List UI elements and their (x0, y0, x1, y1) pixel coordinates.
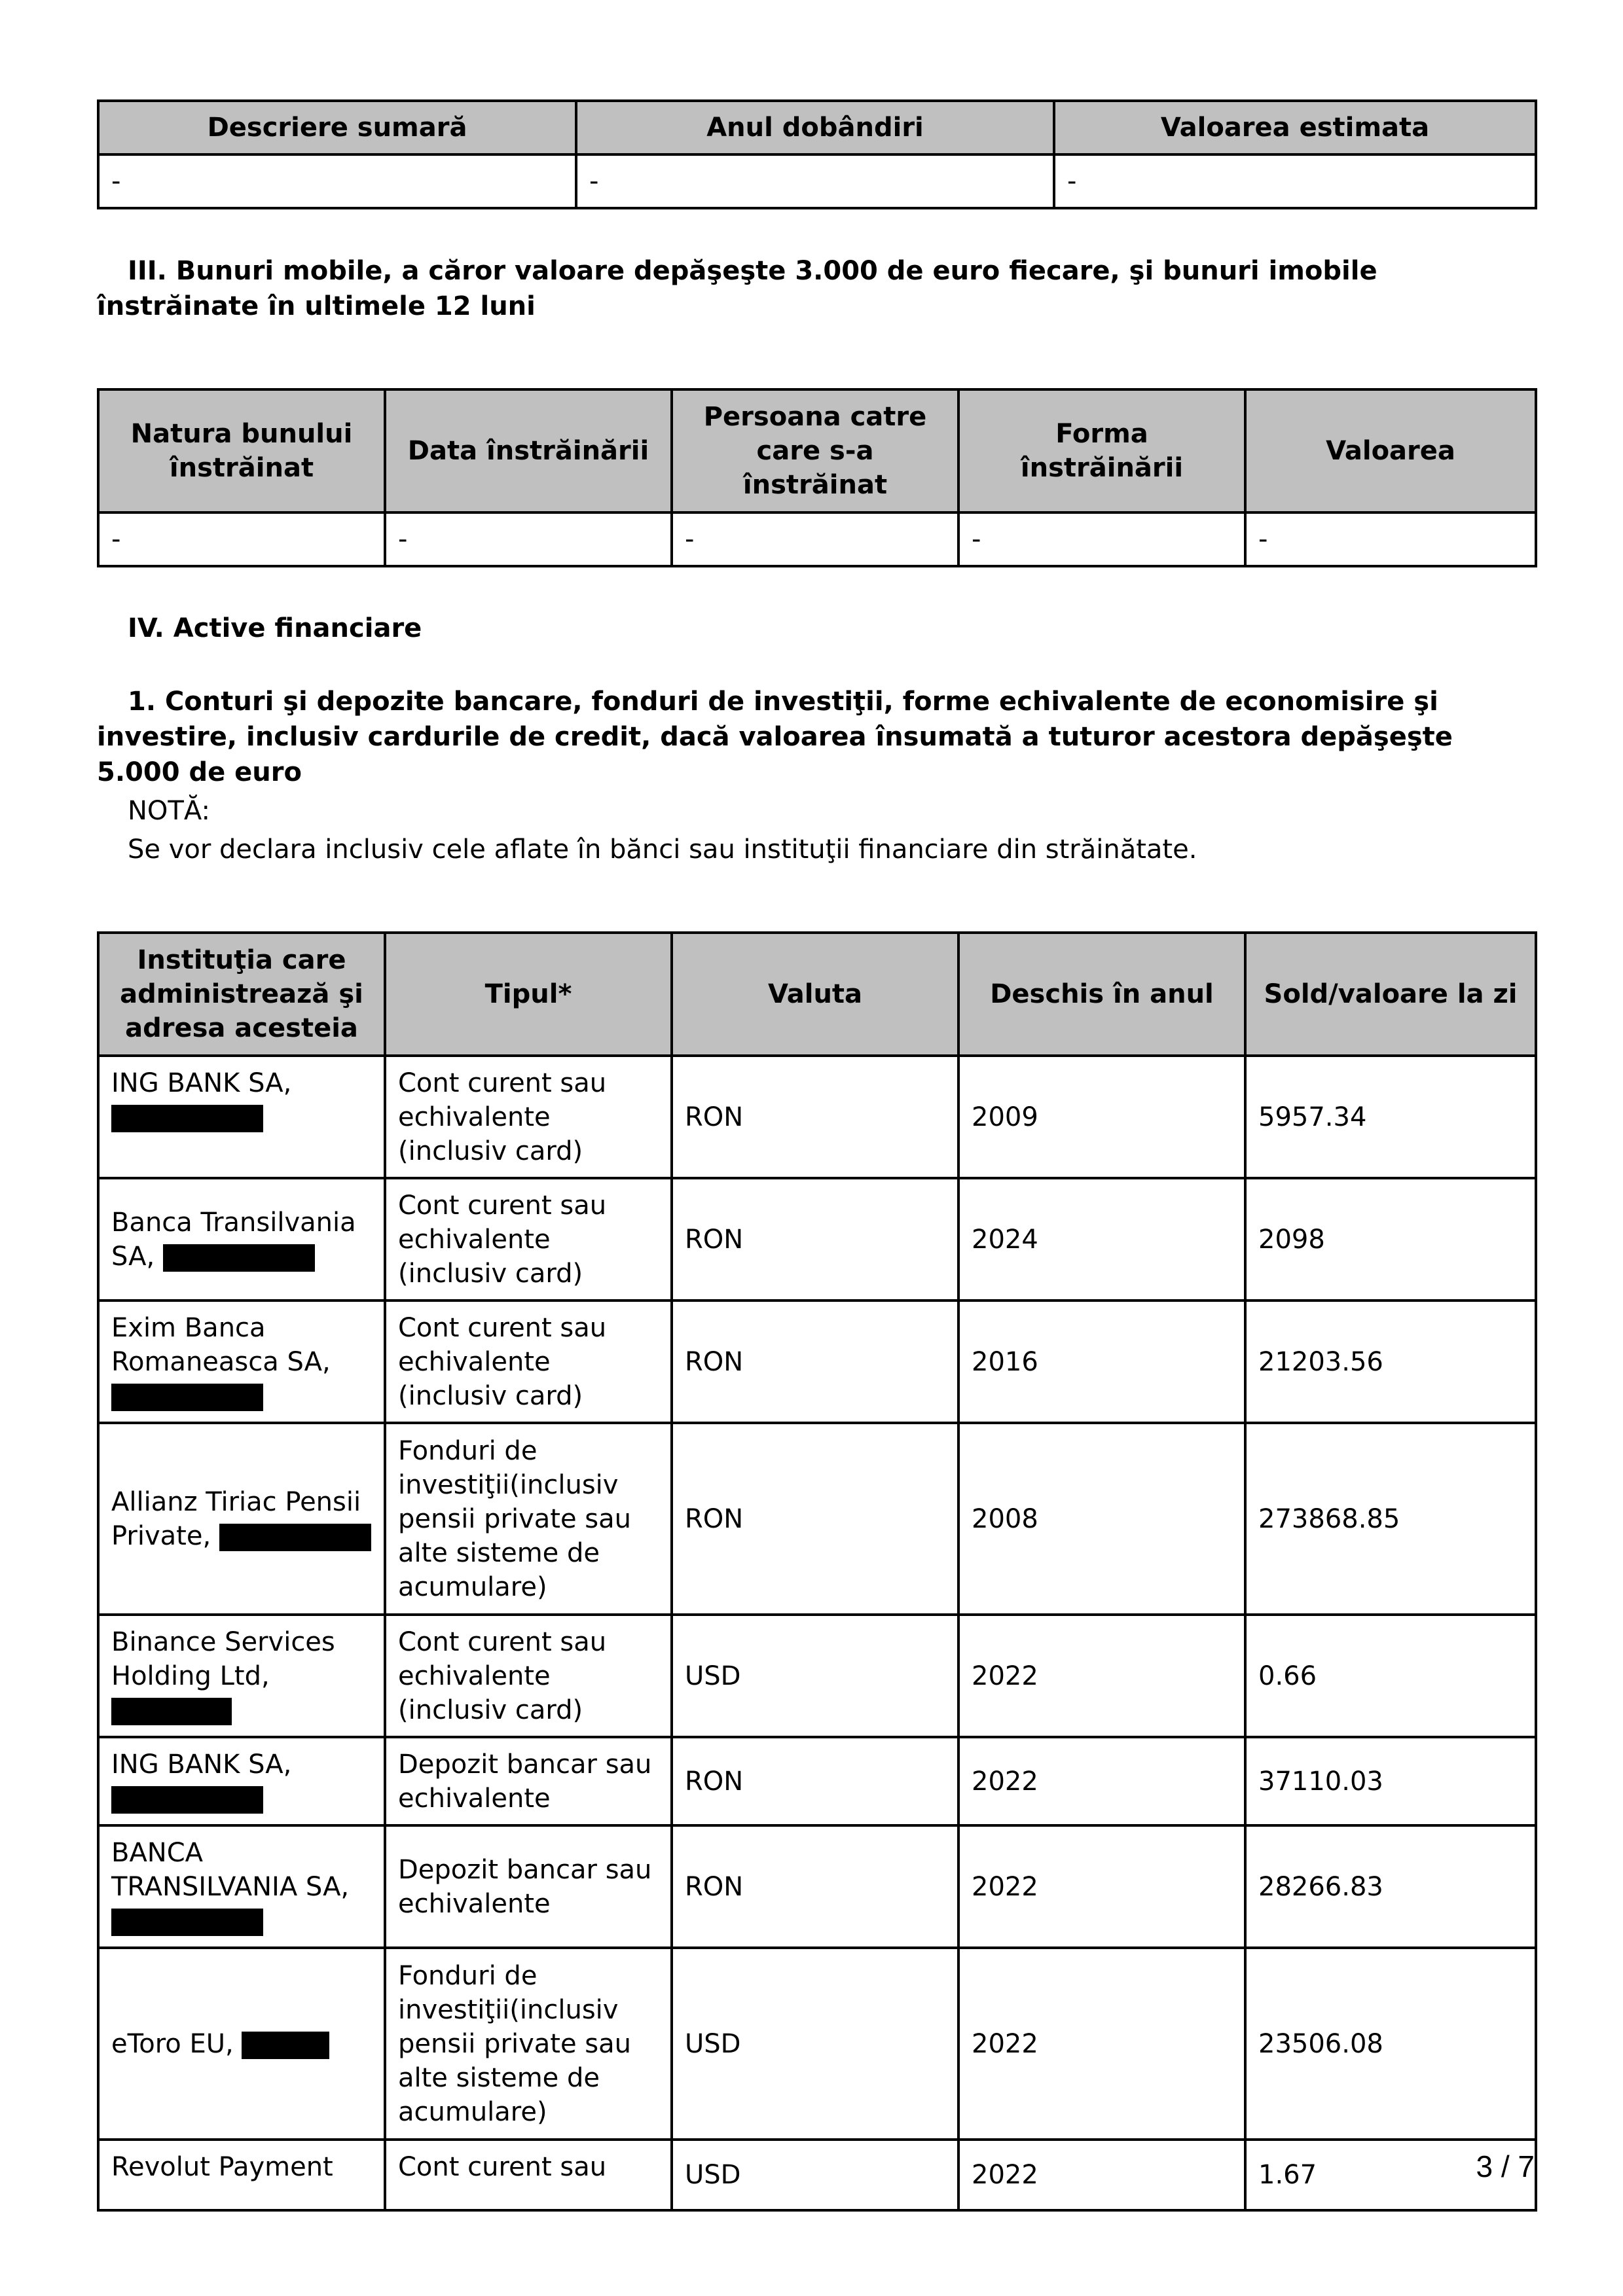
institution-cell (98, 1423, 385, 1615)
institution-cell (98, 1825, 385, 1948)
column-header: Deschis în anul (958, 933, 1245, 1056)
table-row (98, 1948, 1536, 2140)
table-row (98, 1737, 1536, 1825)
currency-cell: RON (672, 1737, 958, 1825)
column-header: Descriere sumară (98, 101, 576, 154)
page-number: 3 / 7 (1476, 2149, 1535, 2183)
redaction-block (219, 1524, 371, 1551)
type-cell: Depozit bancar sau echivalente (385, 1825, 672, 1948)
table-cell: - (98, 154, 576, 208)
accounts-table (97, 931, 1537, 2212)
balance-cell: 28266.83 (1245, 1825, 1536, 1948)
institution-name: Binance Services Holding Ltd, (111, 1626, 335, 1691)
redaction-block (111, 1786, 263, 1814)
column-header: Tipul* (385, 933, 672, 1056)
year-cell: 2022 (958, 1825, 1245, 1948)
balance-cell: 273868.85 (1245, 1423, 1536, 1615)
currency-cell: RON (672, 1300, 958, 1423)
institution-cell (98, 1948, 385, 2140)
redaction-block (111, 1384, 263, 1411)
balance-cell: 5957.34 (1245, 1056, 1536, 1178)
column-header: Instituţia care administrează şi adresa acesteia (98, 933, 385, 1056)
currency-cell: RON (672, 1825, 958, 1948)
note-label: NOTĂ: (128, 796, 210, 826)
currency-cell: RON (672, 1178, 958, 1300)
institution-name: Exim Banca Romaneasca SA, (111, 1312, 331, 1377)
alienated-goods-table (97, 388, 1537, 567)
type-cell: Cont curent sau echivalente (inclusiv card) (385, 1178, 672, 1300)
acquired-goods-table (97, 99, 1537, 209)
currency-cell: USD (672, 1948, 958, 2140)
year-cell: 2009 (958, 1056, 1245, 1178)
type-cell: Depozit bancar sau echivalente (385, 1737, 672, 1825)
table-row (98, 1300, 1536, 1423)
institution-cell: Revolut Payment (98, 2140, 385, 2210)
currency-cell: RON (672, 1423, 958, 1615)
year-cell: 2022 (958, 2140, 1245, 2210)
table-row (98, 1615, 1536, 1737)
table-cell: - (385, 512, 672, 566)
year-cell: 2022 (958, 1615, 1245, 1737)
table-cell: - (1054, 154, 1536, 208)
column-header: Sold/valoare la zi (1245, 933, 1536, 1056)
table-row (98, 2140, 1536, 2210)
section-iv-heading: IV. Active financiare (128, 613, 422, 643)
redaction-block (111, 1105, 263, 1132)
year-cell: 2024 (958, 1178, 1245, 1300)
balance-cell: 0.66 (1245, 1615, 1536, 1737)
balance-cell: 1.67 (1245, 2140, 1536, 2210)
note-text: Se vor declara inclusiv cele aflate în bănci sau instituţii financiare din străinătate. (128, 834, 1197, 865)
institution-cell (98, 1056, 385, 1178)
institution-cell (98, 1615, 385, 1737)
type-cell: Cont curent sau echivalente (inclusiv card) (385, 1615, 672, 1737)
column-header: Persoana catre care s-a înstrăinat (672, 389, 958, 512)
year-cell: 2016 (958, 1300, 1245, 1423)
balance-cell: 21203.56 (1245, 1300, 1536, 1423)
year-cell: 2022 (958, 1737, 1245, 1825)
institution-cell (98, 1178, 385, 1300)
institution-name: ING BANK SA, (111, 1068, 292, 1098)
institution-name: eToro EU, (111, 2028, 234, 2059)
column-header: Valoarea (1245, 389, 1536, 512)
column-header: Natura bunului înstrăinat (98, 389, 385, 512)
institution-name: Allianz Tiriac Pensii Private, (111, 1486, 361, 1551)
table-row (98, 1825, 1536, 1948)
table-row (98, 1423, 1536, 1615)
column-header: Anul dobândiri (576, 101, 1054, 154)
table-cell: - (1245, 512, 1536, 566)
column-header: Forma înstrăinării (958, 389, 1245, 512)
balance-cell: 37110.03 (1245, 1737, 1536, 1825)
table-row (98, 512, 1536, 566)
institution-cell (98, 1737, 385, 1825)
balance-cell: 23506.08 (1245, 1948, 1536, 2140)
currency-cell: USD (672, 2140, 958, 2210)
redaction-block (242, 2032, 329, 2059)
table-cell: - (98, 512, 385, 566)
table-row (98, 1178, 1536, 1300)
year-cell: 2008 (958, 1423, 1245, 1615)
year-cell: 2022 (958, 1948, 1245, 2140)
table-cell: - (672, 512, 958, 566)
type-cell: Cont curent sau (385, 2140, 672, 2210)
type-cell: Fonduri de investiţii(inclusiv pensii private sau alte sisteme de acumulare) (385, 1423, 672, 1615)
column-header: Data înstrăinării (385, 389, 672, 512)
currency-cell: USD (672, 1615, 958, 1737)
type-cell: Fonduri de investiţii(inclusiv pensii private sau alte sisteme de acumulare) (385, 1948, 672, 2140)
redaction-block (111, 1909, 263, 1936)
table-row (98, 154, 1536, 208)
type-cell: Cont curent sau echivalente (inclusiv card) (385, 1300, 672, 1423)
table-cell: - (576, 154, 1054, 208)
institution-name: ING BANK SA, (111, 1749, 292, 1780)
section-iii-heading: III. Bunuri mobile, a căror valoare depăşeşte 3.000 de euro fiecare, şi bunuri imobile înstrăinate în ultimele 12 luni (97, 256, 1377, 321)
redaction-block (163, 1244, 315, 1272)
institution-cell (98, 1300, 385, 1423)
table-cell: - (958, 512, 1245, 566)
table-row (98, 1056, 1536, 1178)
institution-name: Banca Transilvania SA, (111, 1207, 356, 1272)
type-cell: Cont curent sau echivalente (inclusiv card) (385, 1056, 672, 1178)
section-iv-subheading: 1. Conturi şi depozite bancare, fonduri de investiţii, forme echivalente de economisire şi investire, inclusiv cardurile de credit, dacă valoarea însumată a tuturor acestora depăşeşte 5.000 de euro (97, 687, 1453, 787)
currency-cell: RON (672, 1056, 958, 1178)
institution-name: BANCA TRANSILVANIA SA, (111, 1837, 350, 1902)
balance-cell: 2098 (1245, 1178, 1536, 1300)
column-header: Valoarea estimata (1054, 101, 1536, 154)
redaction-block (111, 1698, 232, 1725)
column-header: Valuta (672, 933, 958, 1056)
